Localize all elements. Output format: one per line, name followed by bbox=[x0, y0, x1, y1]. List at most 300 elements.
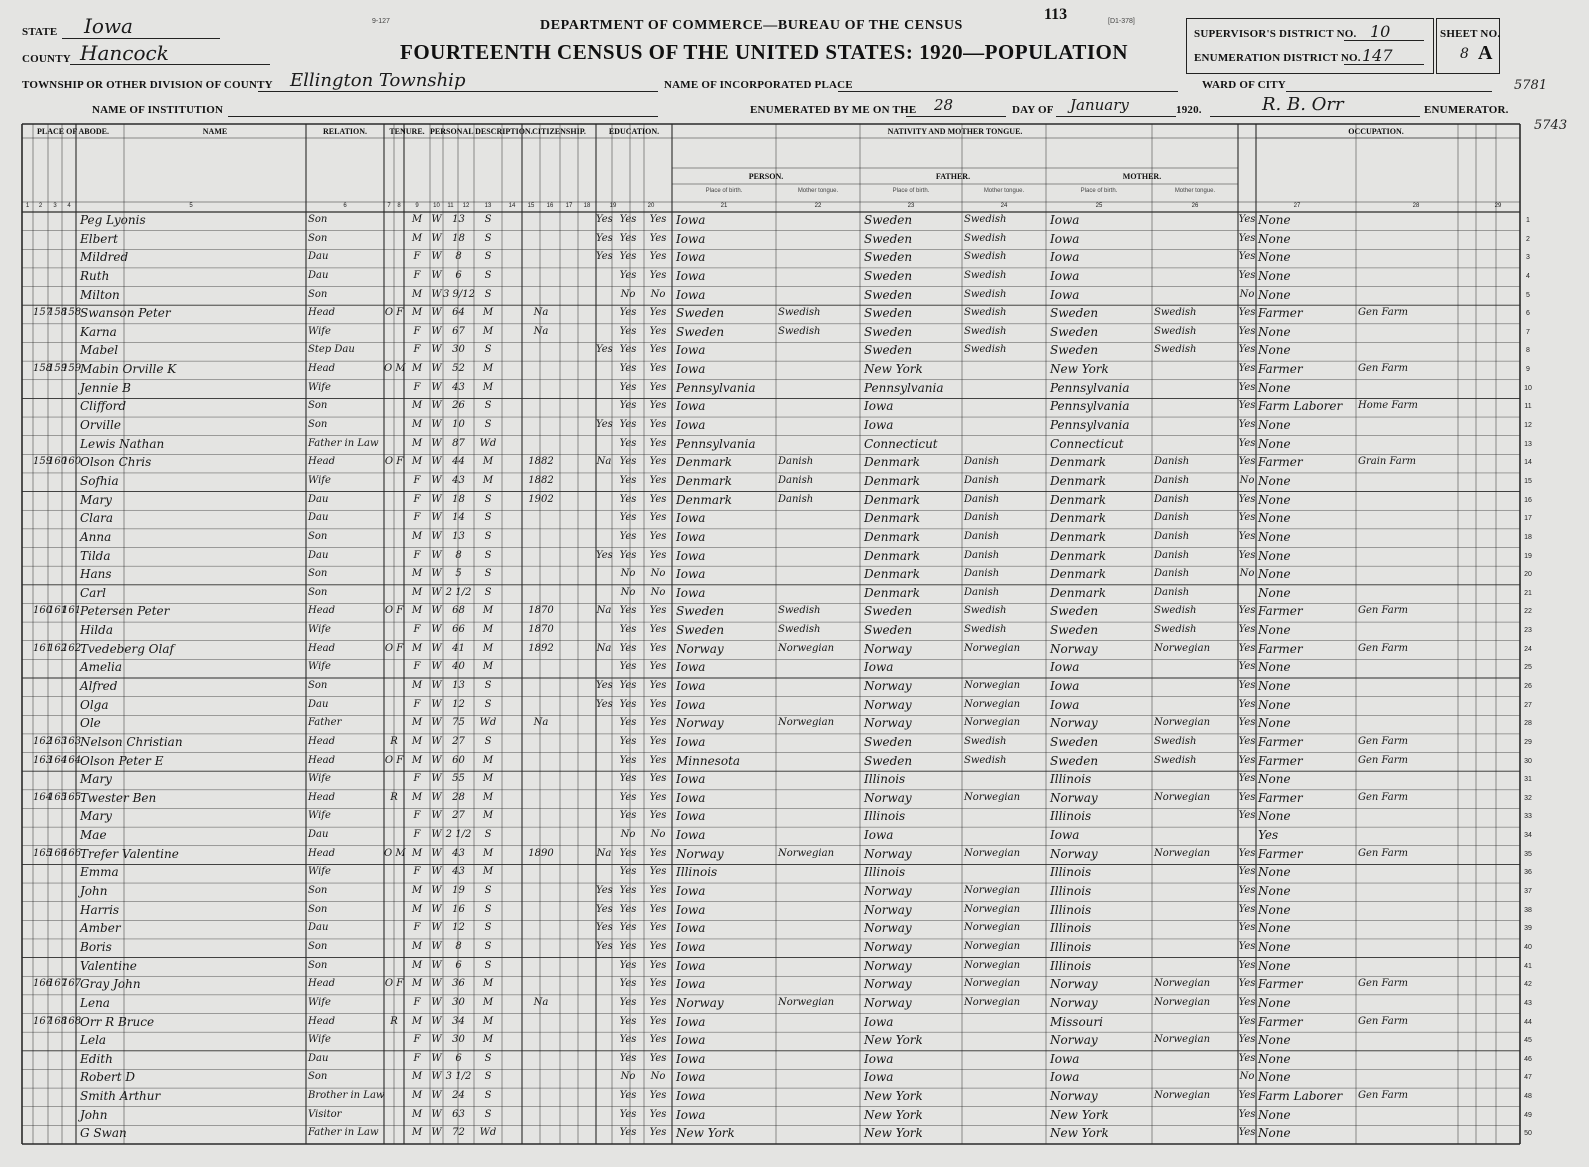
cell-name: Jennie B bbox=[80, 380, 131, 395]
cell-read: Yes bbox=[619, 232, 637, 244]
cell-age: 6 bbox=[455, 269, 462, 281]
row-number-20: 20 bbox=[1524, 571, 1532, 579]
row-number-50: 50 bbox=[1524, 1130, 1532, 1138]
cell-color: W bbox=[431, 959, 442, 971]
cell-write: Yes bbox=[649, 269, 667, 281]
cell-sex: M bbox=[411, 456, 423, 468]
cell-school: Na bbox=[596, 605, 612, 617]
cell-visitation: 159 bbox=[62, 363, 82, 375]
cell-english: Yes bbox=[1238, 1127, 1256, 1139]
cell-sex: M bbox=[411, 754, 423, 766]
cell-person-tongue: Danish bbox=[778, 474, 814, 486]
cell-write: Yes bbox=[649, 493, 667, 505]
cell-occupation-trade: None bbox=[1258, 921, 1291, 936]
cell-name: Ole bbox=[80, 716, 101, 731]
row-number-17: 17 bbox=[1524, 515, 1532, 523]
cell-mother-tongue: Swedish bbox=[1154, 754, 1197, 766]
cell-marital: S bbox=[484, 493, 492, 505]
state-label: STATE bbox=[22, 26, 58, 38]
cell-sex: F bbox=[413, 251, 421, 263]
cell-relation: Visitor bbox=[308, 1108, 342, 1120]
cell-english: Yes bbox=[1238, 698, 1256, 710]
cell-english: Yes bbox=[1238, 866, 1256, 878]
cell-read: Yes bbox=[619, 698, 637, 710]
cell-person-birth: Iowa bbox=[676, 1070, 706, 1085]
row-number-27: 27 bbox=[1524, 701, 1532, 709]
cell-father-tongue: Danish bbox=[964, 586, 1000, 598]
column-group-5: PERSONAL DESCRIPTION. bbox=[430, 127, 533, 136]
cell-visitation: 163 bbox=[62, 735, 82, 747]
cell-age: 14 bbox=[452, 512, 465, 524]
cell-occupation-trade: Farmer bbox=[1258, 753, 1303, 768]
cell-relation: Wife bbox=[308, 810, 331, 822]
column-number-16: 16 bbox=[546, 203, 554, 209]
cell-father-tongue: Danish bbox=[964, 568, 1000, 580]
cell-color: W bbox=[431, 885, 442, 897]
cell-relation: Son bbox=[308, 959, 328, 971]
cell-occupation-trade: Farmer bbox=[1258, 1014, 1303, 1029]
column-number-14: 14 bbox=[508, 203, 516, 209]
cell-father-birth: Denmark bbox=[864, 567, 920, 582]
cell-school: Yes bbox=[596, 922, 613, 934]
cell-read: Yes bbox=[619, 959, 637, 971]
cell-name: Alfred bbox=[80, 679, 118, 693]
cell-occupation-trade: Farmer bbox=[1258, 846, 1303, 861]
cell-person-birth: Norway bbox=[676, 716, 724, 731]
cell-write: Yes bbox=[649, 1108, 667, 1120]
cell-marital: M bbox=[482, 1015, 494, 1027]
cell-write: Yes bbox=[649, 624, 667, 636]
cell-english: Yes bbox=[1238, 810, 1256, 822]
column-number-23: 23 bbox=[907, 203, 915, 209]
cell-relation: Wife bbox=[308, 996, 331, 1008]
cell-color: W bbox=[431, 717, 442, 729]
cell-english: Yes bbox=[1238, 269, 1256, 281]
page-number: 113 bbox=[1044, 6, 1068, 23]
cell-person-birth: Iowa bbox=[676, 511, 706, 526]
cell-sex: M bbox=[411, 847, 423, 859]
cell-english: Yes bbox=[1238, 307, 1256, 319]
cell-occupation-industry: Gen Farm bbox=[1358, 847, 1409, 859]
cell-name: Petersen Peter bbox=[80, 604, 170, 619]
cell-english: Yes bbox=[1238, 624, 1256, 636]
cell-mother-tongue: Danish bbox=[1154, 474, 1190, 486]
cell-age: 12 bbox=[452, 698, 465, 710]
row-number-24: 24 bbox=[1524, 645, 1532, 653]
nativity-subheader-5: Place of birth. bbox=[1080, 188, 1118, 194]
cell-occupation-trade: None bbox=[1258, 287, 1291, 302]
cell-marital: M bbox=[482, 661, 494, 673]
cell-color: W bbox=[431, 754, 442, 766]
cell-name: Clara bbox=[80, 511, 114, 526]
cell-marital: S bbox=[484, 1052, 492, 1064]
cell-name: Mabel bbox=[80, 343, 119, 358]
cell-mother-birth: Iowa bbox=[1050, 250, 1080, 265]
nativity-subheader-2: Mother tongue. bbox=[797, 188, 839, 194]
cell-relation: Head bbox=[308, 791, 336, 803]
cell-read: Yes bbox=[619, 1052, 637, 1064]
row-number-28: 28 bbox=[1524, 720, 1532, 728]
cell-father-tongue: Norwegian bbox=[964, 885, 1021, 897]
cell-name: Mary bbox=[80, 772, 112, 787]
cell-sex: M bbox=[411, 288, 423, 300]
cell-mother-birth: Sweden bbox=[1050, 306, 1099, 321]
cell-mother-birth: Iowa bbox=[1050, 268, 1080, 283]
row-number-47: 47 bbox=[1524, 1074, 1532, 1082]
cell-marital: M bbox=[482, 754, 494, 766]
cell-english: Yes bbox=[1238, 1090, 1256, 1102]
cell-age: 8 bbox=[455, 251, 462, 263]
cell-mother-birth: Iowa bbox=[1050, 1051, 1080, 1066]
cell-father-tongue: Swedish bbox=[964, 605, 1007, 617]
cell-tenure: O F bbox=[384, 754, 404, 766]
cell-father-birth: Denmark bbox=[864, 492, 920, 507]
cell-read: Yes bbox=[619, 680, 637, 691]
cell-name: Smith Arthur bbox=[80, 1089, 161, 1104]
cell-occupation-trade: None bbox=[1258, 660, 1291, 675]
cell-english: No bbox=[1239, 288, 1255, 300]
cell-age: 27 bbox=[452, 735, 465, 747]
cell-color: W bbox=[431, 605, 442, 617]
cell-relation: Son bbox=[308, 232, 328, 244]
cell-occupation-trade: Farmer bbox=[1258, 790, 1303, 805]
cell-read: Yes bbox=[619, 1090, 637, 1102]
cell-name: Amber bbox=[80, 921, 121, 936]
cell-color: W bbox=[431, 549, 442, 561]
row-number-32: 32 bbox=[1524, 794, 1532, 802]
row-number-31: 31 bbox=[1524, 776, 1532, 784]
cell-father-birth: Norway bbox=[864, 939, 912, 954]
cell-relation: Head bbox=[308, 847, 336, 859]
cell-color: W bbox=[431, 214, 442, 225]
cell-write: Yes bbox=[649, 232, 667, 244]
cell-marital: S bbox=[484, 829, 492, 841]
cell-mother-tongue: Swedish bbox=[1154, 624, 1197, 636]
cell-relation: Wife bbox=[308, 381, 331, 393]
cell-mother-birth: Norway bbox=[1050, 641, 1098, 656]
cell-person-birth: Sweden bbox=[676, 324, 725, 339]
cell-occupation-industry: Gen Farm bbox=[1358, 642, 1409, 654]
cell-relation: Son bbox=[308, 885, 328, 897]
cell-color: W bbox=[431, 325, 442, 337]
cell-father-birth: Norway bbox=[864, 679, 912, 693]
cell-english: Yes bbox=[1238, 996, 1256, 1008]
cell-father-birth: New York bbox=[864, 1107, 923, 1122]
cell-occupation-trade: None bbox=[1258, 1070, 1291, 1085]
cell-english: Yes bbox=[1238, 1052, 1256, 1064]
cell-father-birth: Sweden bbox=[864, 324, 913, 339]
cell-father-birth: Denmark bbox=[864, 511, 920, 526]
cell-person-birth: Iowa bbox=[676, 790, 706, 805]
cell-name: Clifford bbox=[80, 399, 127, 414]
cell-person-birth: Iowa bbox=[676, 418, 706, 433]
cell-write: Yes bbox=[649, 437, 667, 449]
cell-age: 3 1/2 bbox=[445, 1071, 472, 1083]
cell-sex: M bbox=[411, 605, 423, 617]
cell-write: Yes bbox=[649, 885, 667, 897]
cell-mother-birth: Iowa bbox=[1050, 213, 1080, 227]
cell-relation: Son bbox=[308, 400, 328, 412]
cell-color: W bbox=[431, 680, 442, 691]
cell-write: Yes bbox=[649, 381, 667, 393]
cell-english: Yes bbox=[1238, 922, 1256, 934]
ward-label: WARD OF CITY bbox=[1202, 79, 1286, 91]
cell-father-tongue: Norwegian bbox=[964, 680, 1021, 691]
cell-mother-tongue: Swedish bbox=[1154, 307, 1197, 319]
cell-sex: F bbox=[413, 344, 421, 356]
cell-name: Mary bbox=[80, 809, 112, 824]
cell-relation: Step Dau bbox=[308, 344, 355, 356]
cell-sex: M bbox=[411, 791, 423, 803]
cell-name: Ruth bbox=[80, 268, 110, 283]
cell-occupation-trade: Farmer bbox=[1258, 977, 1303, 992]
cell-age: 63 bbox=[452, 1108, 465, 1120]
cell-family: 168 bbox=[48, 1015, 68, 1027]
cell-english: Yes bbox=[1238, 903, 1256, 915]
cell-name: Harris bbox=[80, 902, 120, 917]
cell-name: John bbox=[80, 884, 108, 899]
cell-mother-tongue: Norwegian bbox=[1154, 717, 1211, 729]
cell-tenure: R bbox=[390, 735, 398, 747]
cell-color: W bbox=[431, 642, 442, 654]
cell-mother-birth: Denmark bbox=[1050, 585, 1106, 600]
cell-name: Lewis Nathan bbox=[80, 436, 165, 451]
cell-color: W bbox=[431, 288, 442, 300]
cell-mother-birth: Illinois bbox=[1050, 809, 1092, 824]
cell-sex: F bbox=[413, 269, 421, 281]
cell-mother-birth: Connecticut bbox=[1050, 436, 1124, 451]
cell-relation: Head bbox=[308, 978, 336, 990]
cell-person-birth: Iowa bbox=[676, 1033, 706, 1048]
cell-occupation-trade: None bbox=[1258, 884, 1291, 899]
institution-label: NAME OF INSTITUTION bbox=[92, 104, 224, 116]
cell-relation: Son bbox=[308, 903, 328, 915]
cell-father-birth: Iowa bbox=[864, 1014, 894, 1029]
cell-school: Yes bbox=[596, 344, 613, 356]
column-number-15: 15 bbox=[527, 203, 535, 209]
sheet-letter: A bbox=[1478, 42, 1493, 64]
column-number-10: 10 bbox=[433, 203, 440, 209]
column-number-9: 9 bbox=[415, 203, 419, 209]
cell-color: W bbox=[431, 791, 442, 803]
cell-person-birth: Pennsylvania bbox=[676, 380, 756, 395]
cell-relation: Head bbox=[308, 642, 336, 654]
cell-sex: F bbox=[413, 829, 421, 841]
cell-immigration: 1890 bbox=[528, 847, 554, 859]
cell-father-birth: Iowa bbox=[864, 1070, 894, 1085]
cell-age: 64 bbox=[452, 307, 465, 319]
cell-mother-tongue: Danish bbox=[1154, 568, 1190, 580]
cell-person-tongue: Swedish bbox=[778, 325, 821, 337]
cell-color: W bbox=[431, 903, 442, 915]
cell-age: 55 bbox=[452, 773, 465, 785]
cell-occupation-trade: Farmer bbox=[1258, 604, 1303, 619]
cell-occupation-trade: None bbox=[1258, 697, 1291, 712]
cell-write: Yes bbox=[649, 1052, 667, 1064]
cell-name: Elbert bbox=[80, 231, 118, 246]
cell-sex: F bbox=[413, 866, 421, 878]
cell-sex: M bbox=[411, 735, 423, 747]
cell-person-birth: Iowa bbox=[676, 660, 706, 675]
cell-write: Yes bbox=[649, 680, 667, 691]
cell-mother-birth: New York bbox=[1050, 1107, 1109, 1122]
column-number-1: 1 bbox=[25, 203, 30, 209]
cell-relation: Dau bbox=[308, 698, 329, 710]
cell-marital: S bbox=[484, 698, 492, 710]
cell-read: Yes bbox=[619, 735, 637, 747]
cell-write: Yes bbox=[649, 1015, 667, 1027]
cell-color: W bbox=[431, 922, 442, 934]
cell-marital: M bbox=[482, 642, 494, 654]
cell-write: Yes bbox=[649, 735, 667, 747]
cell-mother-birth: Norway bbox=[1050, 977, 1098, 992]
cell-name: G Swan bbox=[80, 1126, 127, 1141]
cell-immigration: 1870 bbox=[528, 605, 554, 617]
cell-school: Na bbox=[596, 642, 612, 654]
cell-person-birth: Minnesota bbox=[676, 753, 741, 768]
cell-read: Yes bbox=[619, 642, 637, 654]
cell-color: W bbox=[431, 530, 442, 542]
column-group-9: OCCUPATION. bbox=[1348, 127, 1404, 136]
cell-person-birth: Iowa bbox=[676, 977, 706, 992]
cell-sex: F bbox=[413, 325, 421, 337]
cell-occupation-trade: Farmer bbox=[1258, 362, 1303, 377]
cell-color: W bbox=[431, 474, 442, 486]
cell-relation: Brother in Law bbox=[308, 1090, 385, 1102]
row-number-12: 12 bbox=[1524, 422, 1532, 430]
cell-person-tongue: Danish bbox=[778, 493, 814, 505]
cell-english: Yes bbox=[1238, 717, 1256, 729]
cell-read: No bbox=[620, 586, 636, 598]
cell-marital: M bbox=[482, 1034, 494, 1046]
cell-visitation: 158 bbox=[62, 307, 82, 319]
cell-name: Swanson Peter bbox=[80, 306, 171, 321]
cell-father-tongue: Norwegian bbox=[964, 978, 1021, 990]
cell-tenure: R bbox=[390, 1015, 398, 1027]
cell-write: No bbox=[650, 568, 666, 580]
cell-write: Yes bbox=[649, 698, 667, 710]
cell-english: Yes bbox=[1238, 325, 1256, 337]
cell-mother-tongue: Danish bbox=[1154, 549, 1190, 561]
cell-tenure: O F bbox=[384, 307, 404, 319]
cell-marital: M bbox=[482, 978, 494, 990]
cell-occupation-trade: None bbox=[1258, 995, 1291, 1010]
cell-marital: M bbox=[482, 381, 494, 393]
cell-person-birth: Iowa bbox=[676, 772, 706, 787]
cell-name: Robert D bbox=[80, 1070, 136, 1085]
cell-english: Yes bbox=[1238, 344, 1256, 356]
column-number-18: 18 bbox=[583, 203, 591, 209]
cell-color: W bbox=[431, 773, 442, 785]
cell-read: Yes bbox=[619, 493, 637, 505]
enumeration-label: ENUMERATION DISTRICT NO. bbox=[1194, 52, 1361, 64]
cell-age: 2 1/2 bbox=[445, 586, 472, 598]
cell-name: Trefer Valentine bbox=[80, 846, 179, 861]
cell-father-tongue: Swedish bbox=[964, 214, 1007, 225]
enumerated-day: 28 bbox=[934, 96, 954, 114]
cell-mother-tongue: Norwegian bbox=[1154, 996, 1211, 1008]
cell-name: Olga bbox=[80, 697, 109, 712]
cell-read: No bbox=[620, 288, 636, 300]
cell-name: Lena bbox=[80, 995, 110, 1010]
cell-age: 44 bbox=[452, 456, 465, 468]
cell-person-birth: Iowa bbox=[676, 213, 706, 227]
nativity-subgroup-3: MOTHER. bbox=[1122, 172, 1162, 181]
row-number-37: 37 bbox=[1524, 888, 1532, 896]
cell-mother-tongue: Norwegian bbox=[1154, 791, 1211, 803]
column-number-20: 20 bbox=[647, 203, 655, 209]
cell-age: 12 bbox=[452, 922, 465, 934]
cell-sex: F bbox=[413, 922, 421, 934]
cell-color: W bbox=[431, 810, 442, 822]
cell-school: Yes bbox=[596, 698, 613, 710]
cell-english: Yes bbox=[1238, 978, 1256, 990]
cell-mother-birth: New York bbox=[1050, 1126, 1109, 1141]
cell-tenure: O M bbox=[384, 363, 406, 375]
cell-occupation-trade: Farmer bbox=[1258, 306, 1303, 321]
cell-immigration: Na bbox=[533, 717, 549, 729]
cell-mother-birth: Iowa bbox=[1050, 1070, 1080, 1085]
cell-father-tongue: Danish bbox=[964, 549, 1000, 561]
cell-relation: Son bbox=[308, 680, 328, 691]
cell-write: No bbox=[650, 1071, 666, 1083]
cell-age: 52 bbox=[452, 363, 465, 375]
cell-age: 13 bbox=[452, 214, 465, 225]
cell-mother-birth: Illinois bbox=[1050, 865, 1092, 880]
cell-person-birth: Norway bbox=[676, 995, 724, 1010]
cell-read: Yes bbox=[619, 661, 637, 673]
cell-occupation-industry: Gen Farm bbox=[1358, 754, 1409, 766]
cell-relation: Wife bbox=[308, 474, 331, 486]
cell-english: Yes bbox=[1238, 940, 1256, 952]
cell-sex: F bbox=[413, 1034, 421, 1046]
cell-age: 8 bbox=[455, 940, 462, 952]
cell-read: Yes bbox=[619, 325, 637, 337]
cell-marital: M bbox=[482, 325, 494, 337]
cell-relation: Wife bbox=[308, 325, 331, 337]
cell-person-birth: Iowa bbox=[676, 958, 706, 973]
cell-visitation: 161 bbox=[62, 605, 82, 617]
cell-age: 2 1/2 bbox=[445, 829, 472, 841]
row-number-16: 16 bbox=[1524, 496, 1532, 504]
cell-person-birth: Iowa bbox=[676, 585, 706, 600]
cell-mother-tongue: Danish bbox=[1154, 493, 1190, 505]
cell-read: Yes bbox=[619, 381, 637, 393]
cell-write: No bbox=[650, 288, 666, 300]
cell-english: Yes bbox=[1238, 214, 1256, 225]
row-number-39: 39 bbox=[1524, 925, 1532, 933]
cell-sex: F bbox=[413, 512, 421, 524]
cell-read: Yes bbox=[619, 530, 637, 542]
cell-color: W bbox=[431, 363, 442, 375]
cell-marital: Wd bbox=[479, 1127, 497, 1139]
cell-write: Yes bbox=[649, 419, 667, 431]
cell-write: Yes bbox=[649, 922, 667, 934]
cell-english: No bbox=[1239, 1071, 1255, 1083]
cell-mother-birth: Denmark bbox=[1050, 529, 1106, 544]
cell-write: Yes bbox=[649, 474, 667, 486]
cell-father-birth: Denmark bbox=[864, 585, 920, 600]
cell-mother-tongue: Danish bbox=[1154, 530, 1190, 542]
row-number-36: 36 bbox=[1524, 869, 1532, 877]
township-value: Ellington Township bbox=[290, 70, 466, 91]
cell-visitation: 164 bbox=[62, 754, 82, 766]
cell-father-tongue: Norwegian bbox=[964, 642, 1021, 654]
cell-color: W bbox=[431, 661, 442, 673]
cell-sex: M bbox=[411, 1015, 423, 1027]
column-number-8: 8 bbox=[397, 203, 401, 209]
cell-age: 10 bbox=[452, 419, 465, 431]
